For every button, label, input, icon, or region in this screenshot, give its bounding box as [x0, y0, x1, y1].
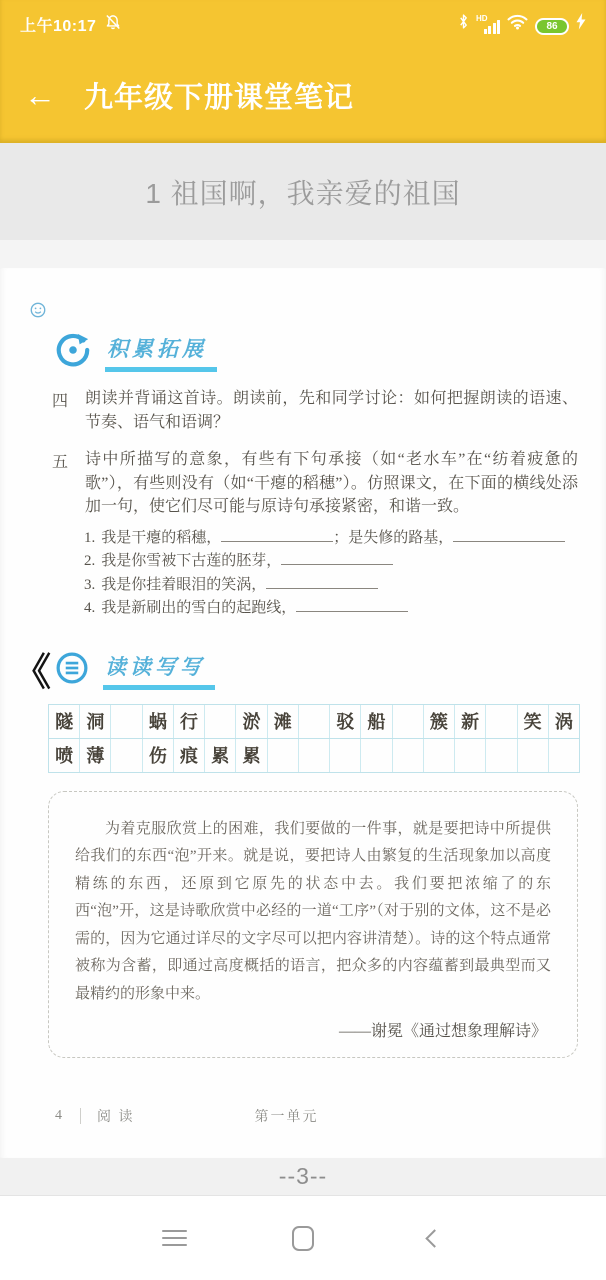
- top-yellow-area: [0, 0, 606, 143]
- grid-cell: [486, 705, 517, 738]
- grid-cell: 痕: [174, 739, 205, 772]
- book-page-footer: [55, 1106, 319, 1126]
- home-button[interactable]: [273, 1208, 333, 1268]
- blank-item-1-number: 1.: [84, 529, 96, 546]
- appreciation-quote-box: [48, 791, 578, 1059]
- grid-cell: 船: [361, 705, 392, 738]
- quote-attribution: ——谢冕《通过想象理解诗》: [338, 1023, 547, 1040]
- book-page-number: 4: [55, 1108, 64, 1123]
- blank-line: [221, 529, 333, 542]
- grid-cell: 喷: [49, 739, 80, 772]
- vocabulary-grid-row: [49, 738, 579, 772]
- quote-text: 为着克服欣赏上的困难，我们要做的一件事，就是要把诗中所提供给我们的东西“泡”开来。就是说，要把诗人由繁复的生活现象加以高度精练的东西，还原到它原先的状态中去。我们要把浓缩了的东西“泡”开，这是诗歌欣赏中必经的一道“工序”（对于别的文体，这不是必需的，因为它通过详尽的文字尽可以把内容讲清楚）。诗的这个特点通常被称为含蓄，即通过高度概括的语言，把众多的内容蕴蓄到最典型而又最精约的形象中来。: [75, 820, 551, 1002]
- grid-cell: [111, 705, 142, 738]
- grid-cell: [393, 705, 424, 738]
- blank-line: [266, 576, 378, 589]
- blank-item-3-number: 3.: [84, 576, 96, 593]
- grid-cell: 累: [236, 739, 267, 772]
- menu-icon: [162, 1230, 187, 1247]
- clock: 上午10:17: [20, 17, 97, 35]
- grid-cell: [111, 739, 142, 772]
- blank-line: [296, 599, 408, 612]
- grid-cell: 洞: [80, 705, 111, 738]
- blank-item-2: [84, 550, 606, 574]
- wifi-icon: [507, 14, 528, 35]
- grid-cell: 行: [174, 705, 205, 738]
- blank-item-4-number: 4.: [84, 600, 96, 616]
- grid-cell: 涡: [554, 712, 573, 732]
- footer-section-label: 阅 读: [97, 1110, 135, 1125]
- grid-cell: 累: [205, 739, 236, 772]
- grid-cell: 驳: [330, 705, 361, 738]
- status-bar: [0, 0, 606, 48]
- page-indicator: --3--: [278, 1163, 328, 1189]
- grid-cell: [424, 739, 455, 772]
- section-readwrite-title: 读读写写: [103, 651, 215, 690]
- grid-cell: [205, 705, 236, 738]
- mute-bell-icon: [104, 13, 122, 36]
- status-left: [20, 13, 122, 36]
- back-button[interactable]: ←: [24, 77, 56, 113]
- blank-item-1-mid: ；是失修的路基，: [333, 529, 454, 546]
- charging-bolt-icon: [576, 13, 586, 35]
- signal-strength-icon: [476, 15, 500, 35]
- vocabulary-grid: [48, 704, 580, 773]
- question-five-text: 诗中所描写的意象，有些有下句承接（如“老水车”在“纺着疲惫的歌”），有些则没有（如“干瘪的稻穗”）。仿照课文，在下面的横线处添加一句，使它们尽可能与原诗句承接紧密，和谐一致。: [85, 451, 578, 515]
- pager-band: [0, 1158, 606, 1196]
- grid-cell: [393, 739, 424, 772]
- grid-cell: 薄: [80, 739, 111, 772]
- blank-item-4: [84, 597, 606, 621]
- blank-item-2-text: 我是你雪被下古莲的胚芽，: [101, 553, 282, 569]
- system-nav-bar: [0, 1196, 606, 1280]
- question-five: [52, 448, 578, 519]
- chapter-title-band: [0, 143, 606, 240]
- blank-item-1-text: 我是干瘪的稻穗，: [101, 529, 222, 546]
- blank-line: [281, 552, 393, 565]
- grid-cell: 滩: [268, 705, 299, 738]
- home-square-icon: [292, 1226, 314, 1251]
- battery-indicator: [535, 18, 569, 35]
- grid-cell: [549, 739, 579, 772]
- recents-button[interactable]: [144, 1208, 204, 1268]
- footer-divider: [80, 1108, 81, 1124]
- grid-cell: [486, 739, 517, 772]
- question-four: [52, 387, 578, 434]
- back-nav-button[interactable]: [402, 1208, 462, 1268]
- vocabulary-grid-row: [49, 705, 579, 738]
- grid-cell: 簇: [424, 705, 455, 738]
- grid-cell: 笑: [518, 705, 549, 738]
- grid-cell: 蜗: [143, 705, 174, 738]
- grid-cell: 隧: [49, 705, 80, 738]
- blank-item-4-text: 我是新刷出的雪白的起跑线，: [101, 600, 297, 616]
- blank-item-3: [84, 574, 606, 598]
- accumulate-circle-arrow-icon: [55, 332, 91, 373]
- book-page[interactable]: [0, 268, 606, 1158]
- question-four-number: 四: [52, 393, 69, 410]
- section-readwrite-heading: [55, 621, 606, 690]
- footer-unit-label: 第一单元: [254, 1110, 319, 1125]
- grid-cell: 淤: [236, 705, 267, 738]
- blank-item-3-text: 我是你挂着眼泪的笑涡，: [101, 576, 267, 593]
- section-accumulate-title: 积累拓展: [105, 333, 217, 372]
- battery-percent: 86: [535, 18, 569, 35]
- chapter-subband: [0, 240, 606, 268]
- grid-cell: [299, 739, 330, 772]
- bluetooth-icon: [458, 13, 469, 35]
- app-title: 九年级下册课堂笔记: [84, 82, 355, 114]
- grid-cell: [518, 739, 549, 772]
- chevron-left-icon: [425, 1229, 443, 1247]
- blank-line: [453, 529, 565, 542]
- section-accumulate-heading: [55, 268, 606, 373]
- fill-in-blank-list: [84, 527, 606, 621]
- question-five-number: 五: [52, 454, 69, 471]
- grid-cell: [361, 739, 392, 772]
- hd-badge: HD: [476, 14, 488, 23]
- grid-cell: [330, 739, 361, 772]
- blank-item-2-number: 2.: [84, 553, 96, 569]
- grid-cell: 伤: [143, 739, 174, 772]
- smiley-icon: [30, 302, 46, 323]
- grid-cell: [299, 705, 330, 738]
- grid-cell: [455, 739, 486, 772]
- blank-item-1: [84, 527, 606, 551]
- grid-cell: [268, 739, 299, 772]
- question-four-text: 朗读并背诵这首诗。朗读前，先和同学讨论：如何把握朗读的语速、节奏、语气和语调？: [85, 390, 578, 431]
- grid-cell: 新: [455, 705, 486, 738]
- app-bar: [0, 48, 606, 143]
- chapter-title: 1 祖国啊，我亲爱的祖国: [145, 177, 461, 209]
- readwrite-list-circle-icon: [55, 651, 89, 690]
- book-quote-mark: 《: [13, 652, 52, 694]
- status-right: [458, 13, 586, 35]
